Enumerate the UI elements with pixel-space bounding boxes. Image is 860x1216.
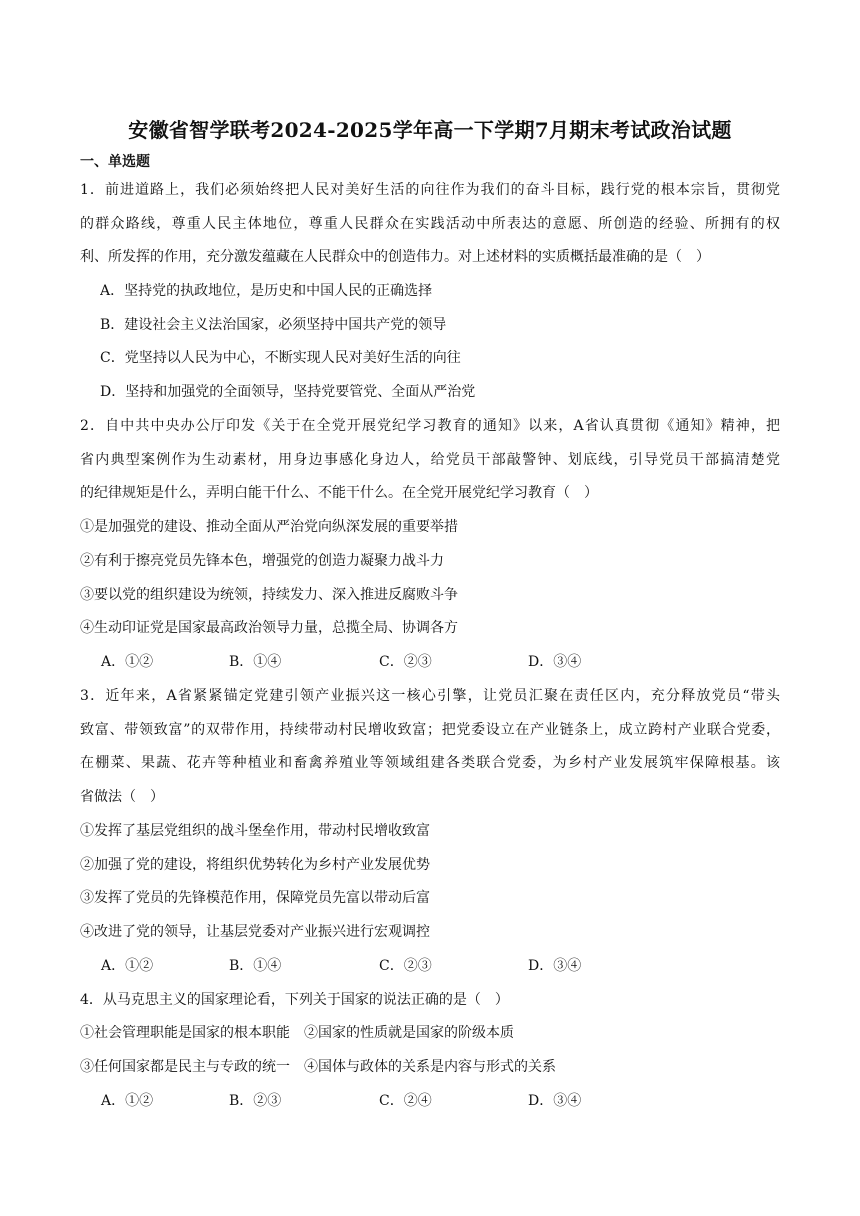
q2-option-c: C．②③ — [379, 654, 432, 670]
q4-item-row-1: ①社会管理职能是国家的根本职能 ②国家的性质就是国家的阶级本质 — [80, 1025, 514, 1041]
q3-item-3: ③发挥了党员的先锋模范作用，保障党员先富以带动后富 — [80, 890, 430, 906]
page-title: 安徽省智学联考2024-2025学年高一下学期7月期末考试政治试题 — [128, 118, 732, 142]
q4-option-c: C．②④ — [379, 1093, 432, 1109]
q1-stem-line-3: 利、所发挥的作用，充分激发蕴藏在人民群众中的创造伟力。对上述材料的实质概括最准确的是（ ） — [80, 249, 710, 265]
q2-option-b: B．①④ — [229, 654, 282, 670]
q1-option-c: C．党坚持以人民为中心，不断实现人民对美好生活的向往 — [100, 350, 461, 366]
q2-item-4: ④生动印证党是国家最高政治领导力量，总揽全局、协调各方 — [80, 620, 458, 636]
q3-item-1: ①发挥了基层党组织的战斗堡垒作用，带动村民增收致富 — [80, 823, 430, 839]
q2-stem-line-2: 省内典型案例作为生动素材，用身边事感化身边人，给党员干部敲警钟、划底线，引导党员干部搞清楚党 — [80, 452, 780, 468]
q3-option-a: A．①② — [101, 958, 154, 974]
q3-option-c: C．②③ — [379, 958, 432, 974]
q2-stem-line-3: 的纪律规矩是什么，弄明白能干什么、不能干什么。在全党开展党纪学习教育（ ） — [80, 485, 598, 501]
section-heading: 一、单选题 — [80, 154, 150, 170]
q1-option-a: A．坚持党的执政地位，是历史和中国人民的正确选择 — [100, 283, 433, 299]
q3-item-2: ②加强了党的建设，将组织优势转化为乡村产业发展优势 — [80, 857, 430, 873]
q3-stem-line-1: 3．近年来，A省紧紧锚定党建引领产业振兴这一核心引擎，让党员汇聚在责任区内，充分释放党员“带头 — [80, 688, 780, 704]
q3-option-d: D．③④ — [528, 958, 582, 974]
q3-stem-line-4: 省做法（ ） — [80, 789, 164, 805]
q2-item-3: ③要以党的组织建设为统领，持续发力、深入推进反腐败斗争 — [80, 587, 458, 603]
q4-option-b: B．②③ — [229, 1093, 282, 1109]
q3-option-b: B．①④ — [229, 958, 282, 974]
q4-option-d: D．③④ — [528, 1093, 582, 1109]
q3-stem-line-2: 致富、带领致富”的双带作用，持续带动村民增收致富；把党委设立在产业链条上，成立跨村产业联合党委， — [80, 722, 780, 738]
q1-option-d: D．坚持和加强党的全面领导，坚持党要管党、全面从严治党 — [100, 384, 476, 400]
q2-item-1: ①是加强党的建设、推动全面从严治党向纵深发展的重要举措 — [80, 519, 458, 535]
q4-option-a: A．①② — [101, 1093, 154, 1109]
q4-stem-line-1: 4．从马克思主义的国家理论看，下列关于国家的说法正确的是（ ） — [80, 992, 509, 1008]
q2-stem-line-1: 2．自中共中央办公厅印发《关于在全党开展党纪学习教育的通知》以来，A省认真贯彻《通知》精神，把 — [80, 418, 780, 434]
q1-stem-line-1: 1．前进道路上，我们必须始终把人民对美好生活的向往作为我们的奋斗目标，践行党的根本宗旨，贯彻党 — [80, 182, 780, 198]
q4-item-row-2: ③任何国家都是民主与专政的统一 ④国体与政体的关系是内容与形式的关系 — [80, 1059, 556, 1075]
q2-item-2: ②有利于擦亮党员先锋本色，增强党的创造力凝聚力战斗力 — [80, 553, 444, 569]
q1-stem-line-2: 的群众路线，尊重人民主体地位，尊重人民群众在实践活动中所表达的意愿、所创造的经验、所拥有的权 — [80, 216, 780, 232]
q3-stem-line-3: 在棚菜、果蔬、花卉等种植业和畜禽养殖业等领域组建各类联合党委，为乡村产业发展筑牢保障根基。该 — [80, 755, 780, 771]
q2-option-d: D．③④ — [528, 654, 582, 670]
q3-item-4: ④改进了党的领导，让基层党委对产业振兴进行宏观调控 — [80, 924, 430, 940]
q2-option-a: A．①② — [101, 654, 154, 670]
q1-option-b: B．建设社会主义法治国家，必须坚持中国共产党的领导 — [100, 317, 447, 333]
